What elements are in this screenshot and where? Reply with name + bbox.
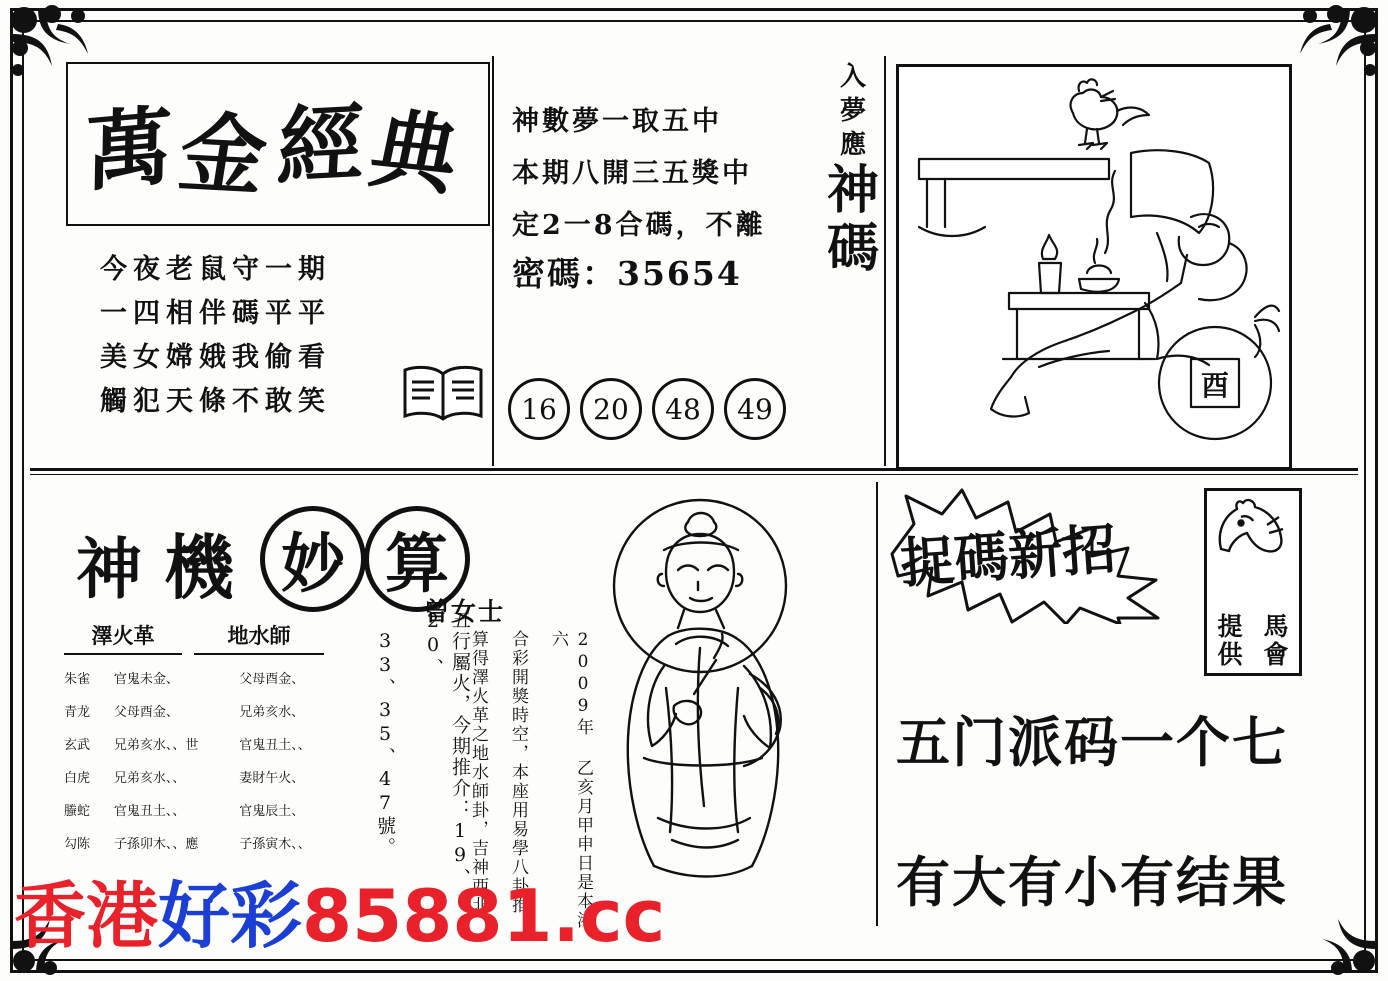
poem-line-1: 今夜老鼠守一期 xyxy=(100,254,331,285)
row-cell-b: 官鬼丑土、、 xyxy=(239,738,311,753)
table-row xyxy=(64,738,364,754)
author-name: 曾女士 xyxy=(424,597,506,626)
stamp-col-left xyxy=(1207,491,1253,673)
forecast-line-3: 定2一8合碼，不離 xyxy=(512,210,766,241)
table-header-row xyxy=(64,620,364,655)
seal-character: 酉 xyxy=(1200,369,1230,402)
lucky-ball: 20 xyxy=(580,378,642,440)
table-row xyxy=(64,672,364,688)
watermark-number: 85881 xyxy=(302,874,553,958)
row-cell-b: 官鬼辰土、 xyxy=(239,804,305,819)
secret-code-label: 密碼： xyxy=(512,254,617,293)
row-cell-a: 子孫卯木、、應 xyxy=(113,837,199,852)
row-label: 螣蛇 xyxy=(64,804,91,819)
watermark-cn-blue: 好彩 xyxy=(158,874,303,958)
vertical-divider-1 xyxy=(492,56,494,466)
shenji-char-1: 神 xyxy=(76,530,142,608)
row-label: 白虎 xyxy=(64,771,91,786)
poem-block xyxy=(100,248,400,424)
stamp-text-grid xyxy=(1207,491,1299,673)
horizontal-divider-secondary xyxy=(30,474,1358,475)
watermark-suffix: .cc xyxy=(552,874,666,958)
title-char-4: 典 xyxy=(361,98,478,209)
row-cell-a: 官鬼丑土、、 xyxy=(113,804,186,819)
page-title xyxy=(71,72,486,212)
slogan-line-2: 有大有小有结果 xyxy=(896,851,1288,914)
deity-illustration xyxy=(548,488,868,928)
title-char-1: 萬 xyxy=(84,94,184,204)
row-label: 勾陈 xyxy=(64,837,91,852)
stamp-char-2: 供 xyxy=(1217,640,1243,669)
burst-headline: 捉碼新招 xyxy=(898,516,1119,596)
vbrush-char-4: 神 xyxy=(826,160,879,221)
table-row xyxy=(64,837,364,853)
open-book-icon xyxy=(400,362,486,424)
lucky-ball: 48 xyxy=(652,378,714,440)
table-row xyxy=(64,804,364,820)
lucky-ball: 16 xyxy=(508,378,570,440)
vbrush-char-2: 夢 xyxy=(839,96,866,126)
vertical-text-3: 算得澤火革之地水師卦，吉神西北 xyxy=(468,630,488,915)
row-cell-a: 兄弟亥水、、 xyxy=(113,771,186,786)
table-col-header-2: 地水師 xyxy=(194,620,324,655)
forecast-line-1: 神數夢一取五中 xyxy=(512,106,722,137)
row-label: 朱雀 xyxy=(64,672,91,687)
stamp-char-3: 馬 xyxy=(1263,612,1289,641)
title-char-3: 經 xyxy=(274,92,377,199)
watermark xyxy=(14,876,914,956)
hexagram-table xyxy=(64,620,364,853)
stamp-col-right xyxy=(1253,491,1299,673)
shenji-char-4: 算 xyxy=(364,506,470,612)
vertical-text-2: 五行屬火，今期推介：19、20、 xyxy=(422,610,471,889)
poem-line-3: 美女嫦娥我偷看 xyxy=(100,342,331,373)
table-row xyxy=(64,771,364,787)
poem-line-4: 觸犯天條不敢笑 xyxy=(100,386,331,417)
lucky-ball: 49 xyxy=(724,378,786,440)
watermark-cn-red: 香港 xyxy=(14,874,159,958)
forecast-line-2: 本期八開三五獎中 xyxy=(512,158,752,189)
row-cell-a: 兄弟亥水、、世 xyxy=(113,738,199,753)
row-cell-a: 官鬼未金、 xyxy=(113,672,179,687)
vertical-text-4: 合彩開獎時空，本座用易學八卦推 xyxy=(508,630,528,915)
stamp-char-4: 會 xyxy=(1263,640,1289,669)
vbrush-char-5: 碼 xyxy=(826,218,879,279)
table-row xyxy=(64,705,364,721)
vbrush-char-1: 入 xyxy=(839,62,866,92)
slogan-line-1: 五门派码一个七 xyxy=(896,711,1288,774)
shenji-char-2: 機 xyxy=(164,526,234,609)
table-col-header-1: 澤火革 xyxy=(64,620,182,655)
vertical-text-1: 33、35、47號。 xyxy=(374,630,396,858)
secret-code-value: 35654 xyxy=(617,254,742,293)
vbrush-char-3: 應 xyxy=(839,130,866,160)
row-cell-b: 子孫寅木、、 xyxy=(239,837,311,852)
vertical-divider-3 xyxy=(876,482,878,926)
title-char-2: 金 xyxy=(172,102,284,209)
row-cell-b: 父母酉金、 xyxy=(239,672,305,687)
stamp-char-1: 提 xyxy=(1217,612,1243,641)
row-label: 青龙 xyxy=(64,705,91,720)
dream-illustration xyxy=(896,64,1292,470)
secret-code xyxy=(512,248,832,295)
row-cell-a: 父母酉金、 xyxy=(113,705,179,720)
vertical-brush-title xyxy=(820,60,886,460)
lucky-number-balls xyxy=(508,378,786,440)
poem-line-2: 一四相伴碼平平 xyxy=(100,298,331,329)
corner-ornament-bottom-right xyxy=(1288,899,1380,977)
provider-stamp xyxy=(1204,488,1302,676)
forecast-lines xyxy=(512,96,812,252)
row-cell-b: 妻財午火、 xyxy=(239,771,305,786)
row-label: 玄武 xyxy=(64,738,91,753)
shenji-char-3: 妙 xyxy=(260,506,366,612)
vertical-text-5: 2009年 乙亥月甲申日是本港六 xyxy=(548,630,593,930)
row-cell-b: 兄弟亥水、 xyxy=(239,705,305,720)
corner-ornament-top-right xyxy=(1288,4,1380,82)
